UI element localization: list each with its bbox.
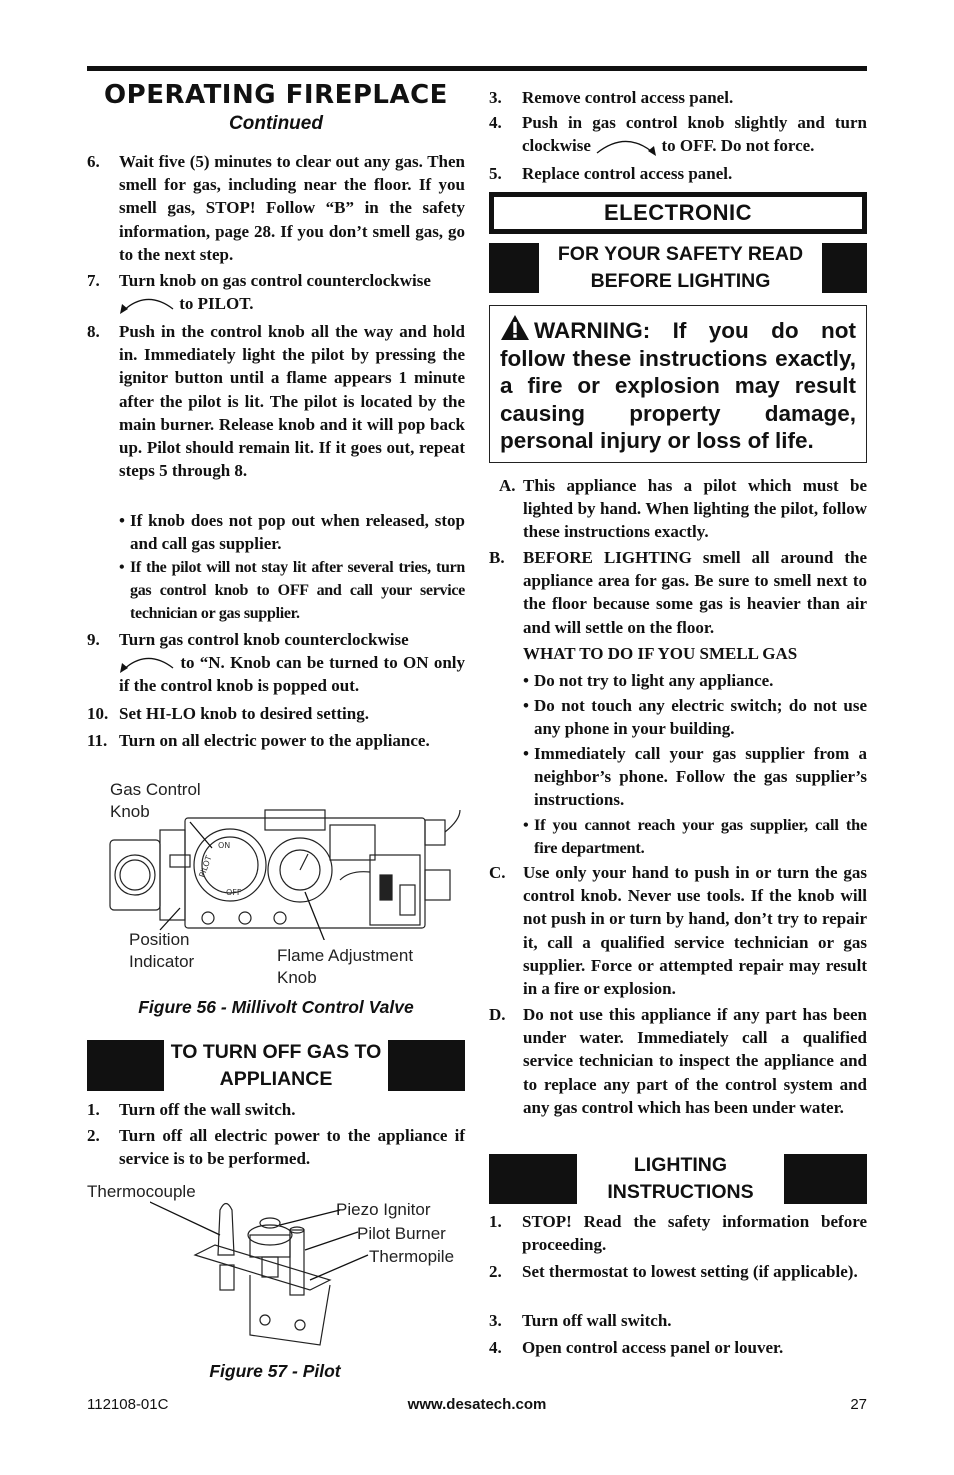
warning-triangle-icon xyxy=(500,314,530,341)
header-block-left xyxy=(87,1040,164,1091)
turn-off-step-2 xyxy=(87,1124,465,1170)
step-11 xyxy=(87,729,465,752)
header-block-right xyxy=(822,243,867,293)
step-number: 9. xyxy=(87,630,100,649)
smell-gas-bullet xyxy=(523,669,867,692)
lighting-instructions-title: LIGHTING INSTRUCTIONS xyxy=(607,1154,754,1203)
step-number: 3. xyxy=(489,1311,502,1330)
step-number: 11. xyxy=(87,731,108,750)
lighting-instructions-header xyxy=(489,1154,867,1204)
item-c xyxy=(489,861,867,1000)
step-number: 4. xyxy=(489,113,502,132)
item-letter: C. xyxy=(489,863,506,882)
item-letter: B. xyxy=(489,548,505,567)
label-flame-adjustment-knob: Flame Adjustment Knob xyxy=(277,946,414,987)
figure-56-caption: Figure 56 - Millivolt Control Valve xyxy=(138,997,414,1017)
safety-header xyxy=(489,243,867,293)
item-text: This appliance has a pilot which must be lighted by hand. When lighting the pilot, follow these instructions exactly. xyxy=(523,476,867,542)
step-6 xyxy=(87,150,465,266)
item-letter: A. xyxy=(499,476,516,495)
turn-off-gas-header xyxy=(87,1040,465,1091)
step-text: STOP! Read the safety information before proceeding. xyxy=(522,1212,867,1255)
smell-gas-bullet xyxy=(523,813,867,859)
step-text-end: to OFF. Do not force. xyxy=(661,136,815,156)
step-number: 4. xyxy=(489,1338,502,1357)
step-text: Push in gas control knob slightly and turn clockwise xyxy=(522,113,867,156)
step-number: 8. xyxy=(87,322,100,341)
step-10 xyxy=(87,702,465,725)
item-b xyxy=(489,546,867,639)
bullet-icon: • xyxy=(523,744,529,763)
item-text: Use only your hand to push in or turn the gas control knob. Never use tools. If the knob will not push in or turn by hand, don’t try to repair it, call a qualified service technician or gas supplier. Force or attempted repair may result in a fire or explosion. xyxy=(523,863,867,999)
item-a xyxy=(499,474,867,544)
top-rule xyxy=(87,66,867,71)
part-number: 112108-01C xyxy=(87,1396,169,1413)
turn-off-gas-title: TO TURN OFF GAS TO APPLIANCE xyxy=(170,1040,382,1090)
millivolt-control-valve-illustration xyxy=(100,800,470,940)
step-number: 5. xyxy=(489,164,502,183)
step-text: Turn off all electric power to the appliance if service is to be performed. xyxy=(119,1126,465,1169)
warning-box xyxy=(489,305,867,463)
label-gas-control-knob: Gas Control Knob xyxy=(110,780,201,821)
bullet-text: Do not touch any electric switch; do not use any phone in your building. xyxy=(534,696,867,739)
label-piezo-ignitor: Piezo Ignitor xyxy=(336,1200,431,1219)
step-8-bullet xyxy=(119,509,465,555)
step-text: Turn gas control knob counterclockwise xyxy=(119,630,409,649)
header-block-right xyxy=(784,1154,867,1204)
step-number: 1. xyxy=(87,1100,100,1119)
item-d xyxy=(489,1003,867,1119)
step-8-bullet xyxy=(119,556,465,626)
lighting-step-4 xyxy=(489,1336,867,1359)
warning-text: WARNING: If you do not follow these instructions exactly, a fire or explosion may result causing property damage, personal injury or loss of life. xyxy=(500,318,856,453)
bullet-text: Do not try to light any appliance. xyxy=(534,671,774,690)
pilot-illustration xyxy=(150,1195,370,1355)
item-letter: D. xyxy=(489,1005,506,1024)
step-text: Replace control access panel. xyxy=(522,164,733,183)
safety-header-title: FOR YOUR SAFETY READ BEFORE LIGHTING xyxy=(557,243,804,292)
turn-off-step-1 xyxy=(87,1098,465,1121)
lighting-step-2 xyxy=(489,1260,867,1283)
counterclockwise-arrow-icon xyxy=(119,654,175,674)
electronic-banner xyxy=(489,192,867,234)
step-text: Set HI-LO knob to desired setting. xyxy=(119,704,369,723)
smell-gas-heading: WHAT TO DO IF YOU SMELL GAS xyxy=(523,644,798,663)
step-number: 10. xyxy=(87,704,109,723)
label-position-indicator: Position Indicator xyxy=(129,930,195,971)
step-number: 3. xyxy=(489,88,502,107)
step-text-end: to “N. Knob can be turned to ON only if the control knob is popped out. xyxy=(119,653,466,696)
right-step-5 xyxy=(489,162,867,185)
step-text: Turn knob on gas control counterclockwise xyxy=(119,271,431,290)
header-block-right xyxy=(388,1040,465,1091)
section-subtitle: Continued xyxy=(229,113,323,134)
step-text: Open control access panel or louver. xyxy=(522,1338,784,1357)
bullet-text: Immediately call your gas supplier from a neighbor’s phone. Follow the gas supplier’s instructions. xyxy=(534,744,867,810)
right-step-3 xyxy=(489,86,867,109)
bullet-text: If the pilot will not stay lit after several tries, turn gas control knob to OFF and call your service technician or gas supplier. xyxy=(130,559,465,623)
step-9 xyxy=(87,628,465,698)
step-text: Turn on all electric power to the appliance. xyxy=(119,731,430,750)
section-title: OPERATING FIREPLACE xyxy=(104,80,448,110)
item-text: BEFORE LIGHTING smell all around the appliance area for gas. Be sure to smell next to the floor because some gas is heavier than air and will settle on the floor. xyxy=(523,548,867,637)
counterclockwise-arrow-icon xyxy=(119,295,175,315)
page-number: 27 xyxy=(850,1396,867,1413)
lighting-step-1 xyxy=(489,1210,867,1256)
right-step-4 xyxy=(489,111,867,157)
step-text-end: to PILOT. xyxy=(179,294,254,314)
step-number: 7. xyxy=(87,271,100,290)
step-text: Wait five (5) minutes to clear out any gas. Then smell for gas, including near the floor. If you smell gas, STOP! Follow “B” in the safety information, page 28. If you don’t smell gas, go to the next step. xyxy=(119,152,465,264)
smell-gas-bullet xyxy=(523,742,867,812)
step-text: Turn off the wall switch. xyxy=(119,1100,296,1119)
bullet-icon: • xyxy=(523,815,529,834)
figure-57-caption: Figure 57 - Pilot xyxy=(209,1361,341,1381)
bullet-text: If knob does not pop out when released, stop and call gas supplier. xyxy=(130,511,465,554)
bullet-icon: • xyxy=(523,696,529,715)
electronic-title: ELECTRONIC xyxy=(494,197,862,229)
step-8 xyxy=(87,320,465,482)
bullet-icon: • xyxy=(523,671,529,690)
header-block-left xyxy=(489,1154,577,1204)
item-text: Do not use this appliance if any part has been under water. Immediately call a qualified service technician to inspect the appliance and to replace any part of the control system and any gas control which has been under water. xyxy=(523,1005,867,1117)
step-number: 1. xyxy=(489,1212,502,1231)
label-thermocouple: Thermocouple xyxy=(87,1182,196,1201)
bullet-icon: • xyxy=(119,559,125,576)
step-number: 2. xyxy=(489,1262,502,1281)
lighting-step-3 xyxy=(489,1309,867,1332)
svg-text:PILOT: PILOT xyxy=(197,854,214,879)
header-block-left xyxy=(489,243,539,293)
clockwise-arrow-icon xyxy=(595,137,657,157)
bullet-text: If you cannot reach your gas supplier, call the fire department. xyxy=(534,815,867,858)
svg-text:ON: ON xyxy=(218,841,231,850)
step-text: Set thermostat to lowest setting (if applicable). xyxy=(522,1262,858,1281)
smell-gas-bullet xyxy=(523,694,867,740)
label-pilot-burner: Pilot Burner xyxy=(357,1224,446,1243)
label-thermopile: Thermopile xyxy=(369,1247,455,1266)
bullet-icon: • xyxy=(119,511,125,530)
step-text: Turn off wall switch. xyxy=(522,1311,672,1330)
step-text: Remove control access panel. xyxy=(522,88,734,107)
svg-text:OFF: OFF xyxy=(226,888,242,897)
step-text: Push in the control knob all the way and hold in. Immediately light the pilot by pressing the ignitor button until a flame appears 1 minute after the pilot is lit. The pilot is located by the main burner. Release knob and it will pop back up. Pilot should remain lit. If it goes out, repeat steps 5 through 8. xyxy=(119,322,465,481)
step-7 xyxy=(87,269,465,315)
website-link[interactable]: www.desatech.com xyxy=(407,1396,547,1413)
step-number: 2. xyxy=(87,1126,100,1145)
step-number: 6. xyxy=(87,152,100,171)
